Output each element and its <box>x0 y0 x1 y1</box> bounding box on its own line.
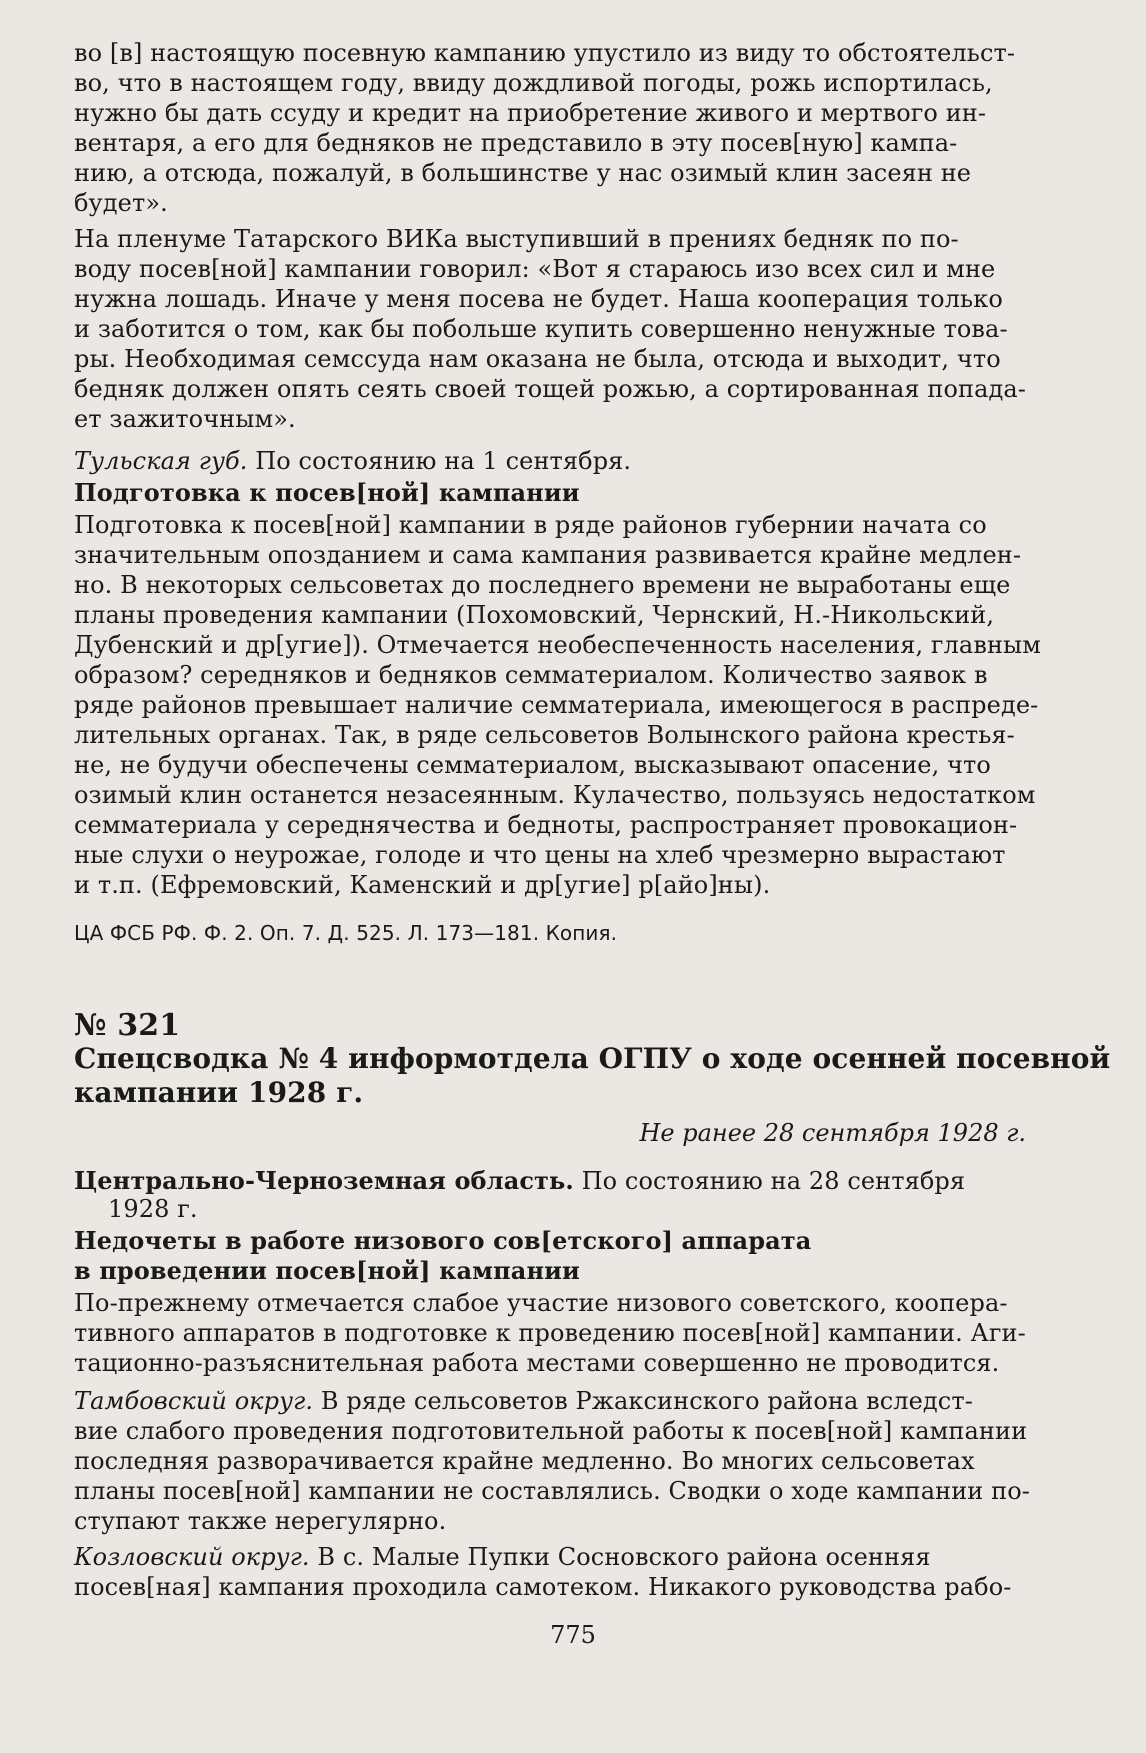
region-state-cont: 1928 г. <box>108 1195 198 1223</box>
text-line: и т.п. (Ефремовский, Каменский и др[угие] р[айо]ны). <box>74 871 771 899</box>
text-line: ет зажиточным». <box>74 405 296 433</box>
region-text: В с. Малые Пупки Сосновского района осенняя <box>309 1543 931 1571</box>
text-line: планы посев[ной] кампании не составлялись. Сводки о ходе кампании по- <box>74 1477 1030 1505</box>
text-line: нужно бы дать ссуду и кредит на приобретение живого и мертвого ин- <box>74 99 987 127</box>
text-line: планы проведения кампании (Похомовский, Чернский, Н.-Никольский, <box>74 601 995 629</box>
text-line: нию, а отсюда, пожалуй, в большинстве у нас озимый клин засеян не <box>74 159 972 187</box>
text-line: и заботится о том, как бы побольше купить совершенно ненужные това- <box>74 315 1008 343</box>
text-line: ряде районов превышает наличие семматериала, имеющегося в распреде- <box>74 691 1039 719</box>
document-number: № 321 <box>74 1008 181 1043</box>
text-line: но. В некоторых сельсоветах до последнего времени не выработаны еще <box>74 571 1011 599</box>
region-name: Тульская губ. <box>74 447 248 475</box>
text-line: озимый клин останется незасеянным. Кулачество, пользуясь недостатком <box>74 781 1036 809</box>
text-line: значительным опозданием и сама кампания развивается крайне медлен- <box>74 541 1022 569</box>
text-line: На пленуме Татарского ВИКа выступивший в прениях бедняк по по- <box>74 225 959 253</box>
region-text: В ряде сельсоветов Ржаксинского района вследст- <box>313 1387 973 1415</box>
text-line: посев[ная] кампания проходила самотеком. Никакого руководства рабо- <box>74 1573 1012 1601</box>
document-title: кампании 1928 г. <box>74 1076 364 1109</box>
text-line: ры. Необходимая семссуда нам оказана не была, отсюда и выходит, что <box>74 345 1001 373</box>
text-line: ные слухи о неурожае, голоде и что цены на хлеб чрезмерно вырастают <box>74 841 1006 869</box>
section-heading: в проведении посев[ной] кампании <box>74 1256 580 1285</box>
text-line: вие слабого проведения подготовительной работы к посев[ной] кампании <box>74 1417 1028 1445</box>
text-line: воду посев[ной] кампании говорил: «Вот я стараюсь изо всех сил и мне <box>74 255 996 283</box>
archive-source: ЦА ФСБ РФ. Ф. 2. Оп. 7. Д. 525. Л. 173—181. Копия. <box>74 921 618 945</box>
text-line: во, что в настоящем году, ввиду дождливой погоды, рожь испортилась, <box>74 69 993 97</box>
text-line: во [в] настоящую посевную кампанию упустило из виду то обстоятельст- <box>74 39 1016 67</box>
text-line: ступают также нерегулярно. <box>74 1507 447 1535</box>
region-state: По состоянию на 1 сентября. <box>247 447 632 475</box>
text-line <box>74 1386 973 1416</box>
text-line: будет». <box>74 189 168 217</box>
region-name: Центрально-Черноземная область. <box>74 1166 574 1195</box>
region-name: Козловский округ. <box>74 1543 310 1571</box>
region-line <box>74 1166 965 1196</box>
document-title: Спецсводка № 4 информотдела ОГПУ о ходе осенней посевной <box>74 1042 1111 1075</box>
text-line: образом? середняков и бедняков семматериалом. Количество заявок в <box>74 661 988 689</box>
text-line: тивного аппаратов в подготовке к проведению посев[ной] кампании. Аги- <box>74 1319 1026 1347</box>
text-line: нужна лошадь. Иначе у меня посева не будет. Наша кооперация только <box>74 285 1003 313</box>
text-line: Дубенский и др[угие]). Отмечается необеспеченность населения, главным <box>74 631 1042 659</box>
text-line: вентаря, а его для бедняков не представило в эту посев[ную] кампа- <box>74 129 958 157</box>
document-date: Не ранее 28 сентября 1928 г. <box>639 1119 1026 1147</box>
text-line: По-прежнему отмечается слабое участие низового советского, коопера- <box>74 1289 1008 1317</box>
text-line: не, не будучи обеспечены семматериалом, высказывают опасение, что <box>74 751 991 779</box>
region-line <box>74 446 631 476</box>
text-line <box>74 1542 931 1572</box>
page-number: 775 <box>550 1621 596 1649</box>
region-name: Тамбовский округ. <box>74 1387 314 1415</box>
text-line: тационно-разъяснительная работа местами совершенно не проводится. <box>74 1349 1000 1377</box>
text-line: Подготовка к посев[ной] кампании в ряде районов губернии начата со <box>74 511 987 539</box>
text-line: семматериала у середнячества и бедноты, распространяет провокацион- <box>74 811 1018 839</box>
text-line: последняя разворачивается крайне медленно. Во многих сельсоветах <box>74 1447 975 1475</box>
section-heading: Подготовка к посев[ной] кампании <box>74 478 580 507</box>
section-heading: Недочеты в работе низового сов[етского] аппарата <box>74 1226 812 1255</box>
region-state: По состоянию на 28 сентября <box>573 1167 966 1195</box>
text-line: лительных органах. Так, в ряде сельсоветов Волынского района крестья- <box>74 721 1015 749</box>
text-line: бедняк должен опять сеять своей тощей рожью, а сортированная попада- <box>74 375 1027 403</box>
